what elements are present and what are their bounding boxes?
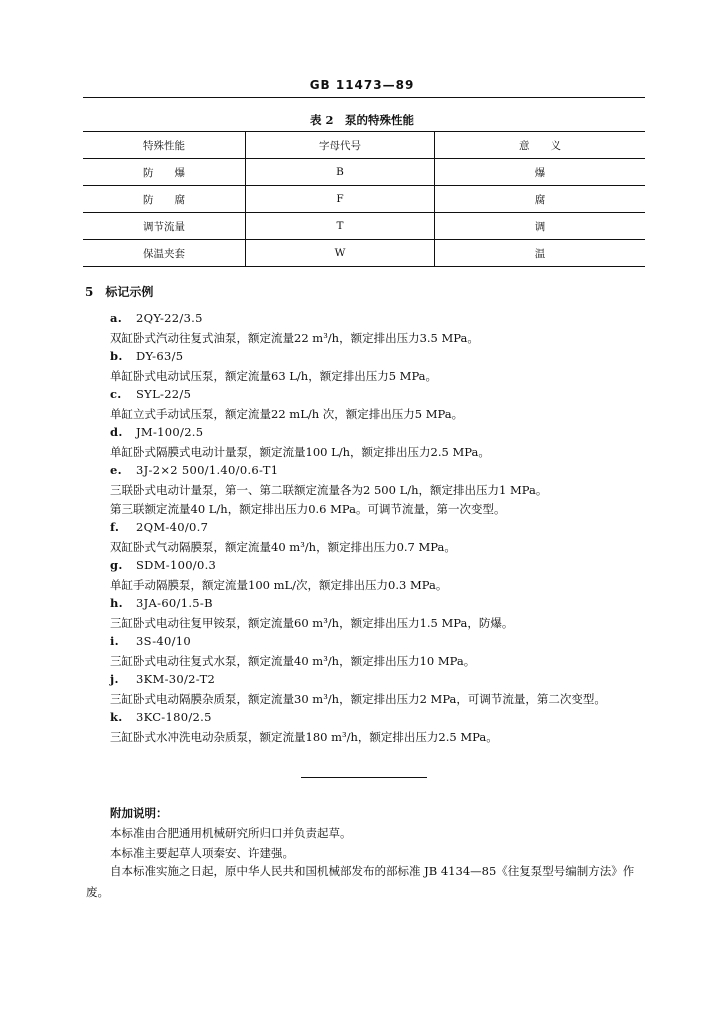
table-cell: 防 腐 — [83, 186, 246, 213]
header-rule — [83, 97, 645, 98]
example-desc: 三缸卧式水冲洗电动杂质泵，额定流量180 m³/h，额定排出压力2.5 MPa。 — [110, 730, 498, 744]
example-code: k. 3KC-180/2.5 — [110, 710, 212, 724]
example-desc: 第三联额定流量40 L/h，额定排出压力0.6 MPa。可调节流量，第一次变型。 — [110, 502, 506, 516]
example-code: h. 3JA-60/1.5-B — [110, 596, 213, 610]
end-separator — [301, 777, 427, 778]
example-code: c. SYL-22/5 — [110, 387, 192, 401]
example-code: a. 2QY-22/3.5 — [110, 311, 203, 325]
notes-line: 本标准由合肥通用机械研究所归口并负责起草。 — [110, 826, 352, 840]
notes-line: 本标准主要起草人项秦安、许建强。 — [110, 846, 294, 860]
notes-title: 附加说明： — [110, 806, 168, 820]
col-header: 字母代号 — [246, 132, 435, 159]
table-cell: 调 — [534, 220, 546, 233]
table-cell: 爆 — [534, 166, 546, 179]
example-desc: 三缸卧式电动隔膜杂质泵，额定流量30 m³/h，额定排出压力2 MPa，可调节流量，第二次变型。 — [110, 692, 606, 706]
table-row — [83, 159, 645, 186]
table-row — [83, 240, 645, 267]
special-performance-table — [83, 131, 645, 267]
example-code: g. SDM-100/0.3 — [110, 558, 217, 572]
table-cell: 调节流量 — [83, 213, 246, 240]
example-desc: 双缸卧式气动隔膜泵，额定流量40 m³/h，额定排出压力0.7 MPa。 — [110, 540, 456, 554]
example-code: e. 3J-2×2 500/1.40/0.6-T1 — [110, 463, 279, 477]
example-code: b. DY-63/5 — [110, 349, 184, 363]
example-code: i. 3S-40/10 — [110, 634, 192, 648]
table-cell: W — [246, 240, 435, 267]
table-row — [83, 186, 645, 213]
table-row — [83, 213, 645, 240]
standard-number: GB 11473—89 — [309, 78, 415, 92]
col-header: 特殊性能 — [83, 132, 246, 159]
table-cell: B — [246, 159, 435, 186]
table-header-row — [83, 132, 645, 159]
col-header: 意 义 — [519, 139, 561, 152]
example-desc: 单缸手动隔膜泵，额定流量100 mL/次，额定排出压力0.3 MPa。 — [110, 578, 448, 592]
example-desc: 双缸卧式汽动往复式油泵，额定流量22 m³/h，额定排出压力3.5 MPa。 — [110, 331, 479, 345]
notes-paragraph: 自本标准实施之日起，原中华人民共和国机械部发布的部标准 JB 4134—85《往复泵型号编制方法》作废。 — [86, 864, 635, 899]
table-cell: T — [246, 213, 435, 240]
example-desc: 三缸卧式电动往复式水泵，额定流量40 m³/h，额定排出压力10 MPa。 — [110, 654, 476, 668]
example-desc: 三缸卧式电动往复甲铵泵，额定流量60 m³/h，额定排出压力1.5 MPa，防爆。 — [110, 616, 514, 630]
example-code: j. 3KM-30/2-T2 — [110, 672, 216, 686]
example-desc: 单缸卧式电动试压泵，额定流量63 L/h，额定排出压力5 MPa。 — [110, 369, 438, 383]
example-desc: 单缸立式手动试压泵，额定流量22 mL/h 次，额定排出压力5 MPa。 — [110, 407, 464, 421]
example-desc: 三联卧式电动计量泵，第一、第二联额定流量各为2 500 L/h，额定排出压力1 MPa。 — [110, 483, 548, 497]
table-caption: 表 2 泵的特殊性能 — [309, 113, 414, 127]
example-code: d. JM-100/2.5 — [110, 425, 204, 439]
example-desc: 单缸卧式隔膜式电动计量泵，额定流量100 L/h，额定排出压力2.5 MPa。 — [110, 445, 490, 459]
example-code: f. 2QM-40/0.7 — [110, 520, 209, 534]
table-cell: 防 爆 — [83, 159, 246, 186]
table-cell: 腐 — [534, 193, 546, 206]
table-cell: 温 — [534, 247, 546, 260]
section-title: 5 标记示例 — [85, 285, 154, 299]
table-cell: 保温夹套 — [83, 240, 246, 267]
table-cell: F — [246, 186, 435, 213]
